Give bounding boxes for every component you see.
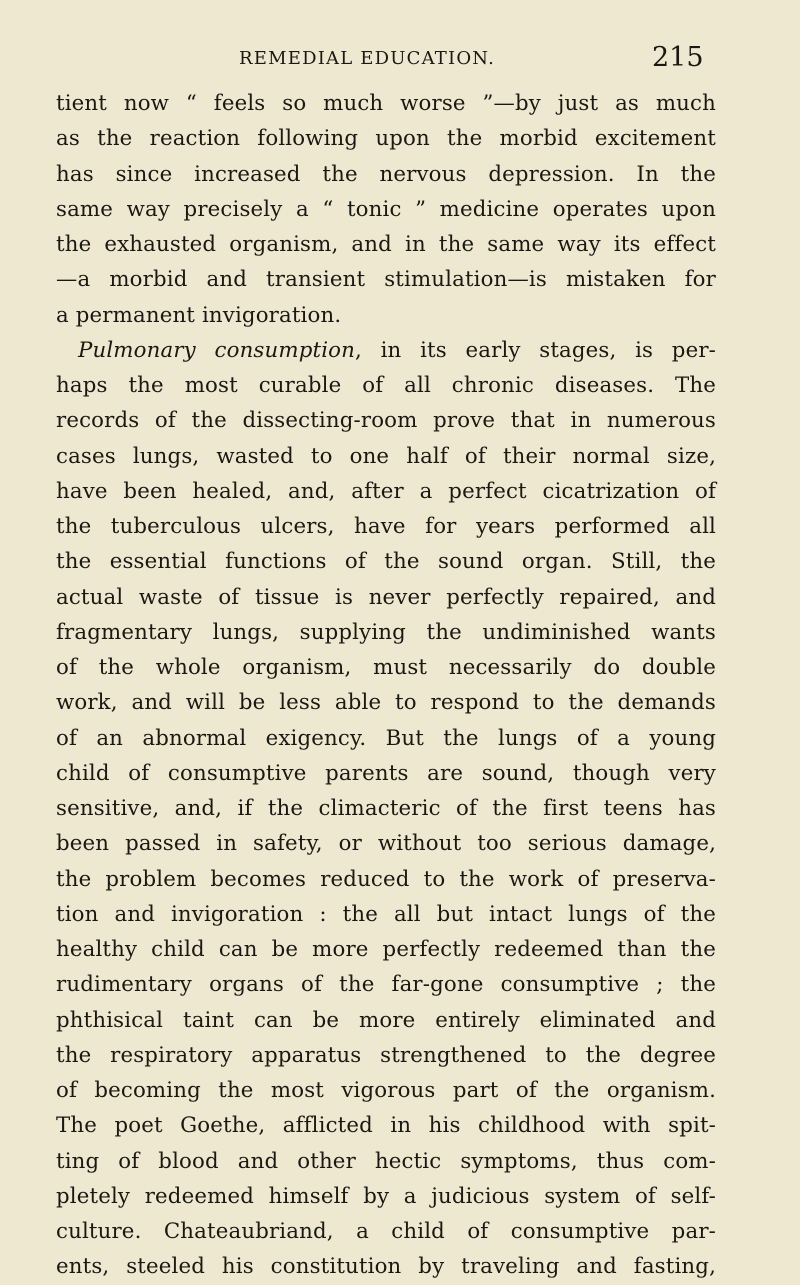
body-text (56, 86, 716, 1285)
text-line-20: child of consumptive parents are sound, though very (56, 760, 716, 786)
text-line-29: of becoming the most vigorous part of the organism. (56, 1078, 716, 1103)
text-line-3: has since increased the nervous depression. In the (56, 161, 716, 187)
text-line-12: have been healed, and, after a perfect cicatrization of (56, 478, 716, 504)
text-line-24: tion and invigoration : the all but intact lungs of the (56, 901, 716, 927)
text-line-11: cases lungs, wasted to one half of their normal size, (56, 443, 716, 469)
text-line-16: fragmentary lungs, supplying the undiminished wants (56, 619, 716, 645)
text-line-33: culture. Chateaubriand, a child of consumptive par- (56, 1219, 716, 1244)
text-line-32: pletely redeemed himself by a judicious system of self- (56, 1183, 716, 1209)
text-line-5: the exhausted organism, and in the same way its effect (56, 232, 716, 257)
text-line-6: —a morbid and transient stimulation—is mistaken for (56, 267, 716, 293)
page-number: 215 (652, 42, 704, 73)
text-line-23: the problem becomes reduced to the work of preserva- (56, 866, 716, 892)
text-line-9: haps the most curable of all chronic diseases. The (56, 373, 716, 398)
text-line-8 (56, 333, 716, 368)
text-line-21: sensitive, and, if the climacteric of the first teens has (56, 796, 716, 821)
running-header (0, 42, 800, 82)
text-line-22: been passed in safety, or without too serious damage, (56, 831, 716, 857)
text-line-15: actual waste of tissue is never perfectly repaired, and (56, 584, 716, 610)
running-head-title: REMEDIAL EDUCATION. (239, 48, 496, 69)
text-line-2: as the reaction following upon the morbid excitement (56, 126, 716, 152)
text-line-14: the essential functions of the sound organ. Still, the (56, 549, 716, 575)
text-line-31: ting of blood and other hectic symptoms, thus com- (56, 1148, 716, 1174)
text-line-17: of the whole organism, must necessarily do double (56, 655, 716, 680)
text-line-19: of an abnormal exigency. But the lungs of a young (56, 725, 716, 751)
text-line-7: a permanent invigoration. (56, 302, 342, 328)
text-line-25: healthy child can be more perfectly redeemed than the (56, 937, 716, 962)
text-line-27: phthisical taint can be more entirely eliminated and (56, 1007, 716, 1033)
text-line-34: ents, steeled his constitution by traveling and fasting, (56, 1254, 716, 1280)
text-line-4: same way precisely a “ tonic ” medicine operates upon (56, 196, 716, 222)
text-line-26: rudimentary organs of the far-gone consumptive ; the (56, 972, 716, 998)
text-line-18: work, and will be less able to respond to the demands (56, 690, 716, 716)
text-line-8-rest: , in its early stages, is per- (355, 337, 716, 363)
text-line-28: the respiratory apparatus strengthened to the degree (56, 1042, 716, 1068)
text-line-1: tient now “ feels so much worse ”—by just as much (56, 91, 716, 116)
text-line-30: The poet Goethe, afflicted in his childhood with spit- (56, 1113, 716, 1139)
text-line-10: records of the dissecting-room prove that in numerous (56, 408, 716, 434)
text-line-13: the tuberculous ulcers, have for years performed all (56, 514, 716, 539)
italic-term: Pulmonary consumption (78, 337, 356, 363)
